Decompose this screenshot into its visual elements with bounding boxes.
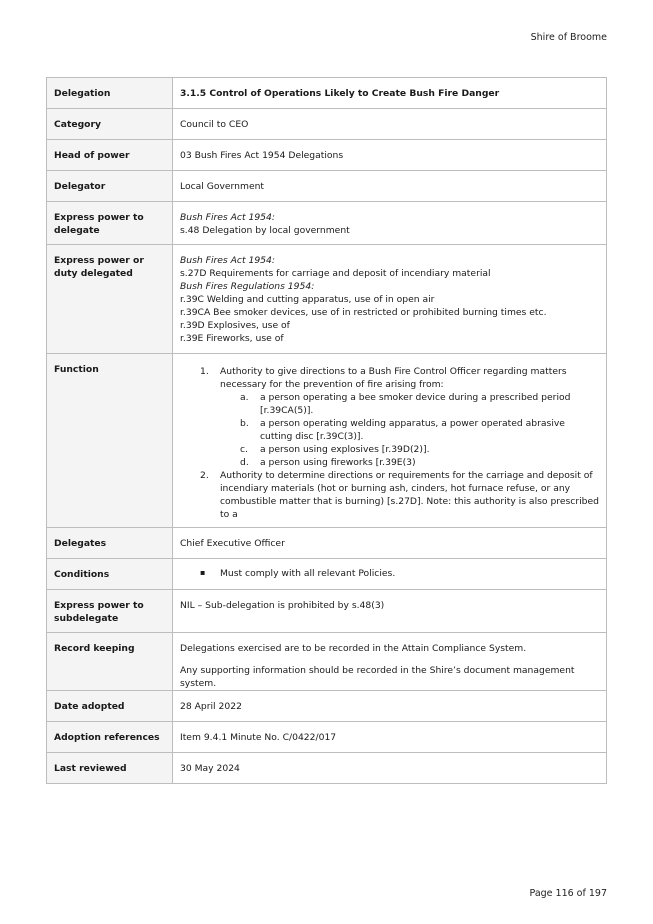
function-item-number: 1. bbox=[200, 366, 209, 377]
label-adoption-ref-text: Adoption references bbox=[54, 731, 160, 743]
header-organisation: Shire of Broome bbox=[530, 32, 607, 43]
duty-line: r.39D Explosives, use of bbox=[180, 320, 290, 331]
function-item bbox=[180, 365, 599, 391]
row-function bbox=[47, 354, 607, 528]
record-keeping-line: Any supporting information should be recorded in the Shire’s document management system. bbox=[180, 665, 575, 689]
function-subitem bbox=[180, 443, 599, 456]
function-subitem bbox=[180, 417, 599, 443]
value-conditions bbox=[173, 559, 607, 590]
label-last-reviewed bbox=[47, 753, 173, 784]
express-delegate-section: s.48 Delegation by local government bbox=[180, 225, 350, 236]
head-of-power-value: 03 Bush Fires Act 1954 Delegations bbox=[180, 149, 344, 161]
function-item-text: Authority to determine directions or requirements for the carriage and deposit of incendiary materials (hot or burning ash, cinders, hot furnace refuse, or any combustible matter that is burning) [s.27D]. Note: this authority is also prescribed to a bbox=[220, 470, 599, 520]
value-delegation bbox=[173, 78, 607, 109]
delegation-table bbox=[46, 77, 607, 784]
value-delegator bbox=[173, 171, 607, 202]
label-function bbox=[47, 354, 173, 528]
label-function-text: Function bbox=[54, 364, 99, 375]
duty-line: r.39C Welding and cutting apparatus, use of in open air bbox=[180, 294, 435, 305]
label-delegator bbox=[47, 171, 173, 202]
value-last-reviewed bbox=[173, 753, 607, 784]
function-subitem-letter: c. bbox=[240, 444, 248, 455]
duty-line: r.39CA Bee smoker devices, use of in restricted or prohibited burning times etc. bbox=[180, 307, 547, 318]
row-last-reviewed bbox=[47, 753, 607, 784]
value-category bbox=[173, 109, 607, 140]
value-delegates bbox=[173, 528, 607, 559]
label-reviewed-text: Last reviewed bbox=[54, 762, 127, 774]
label-head-of-power bbox=[47, 140, 173, 171]
function-subitem-text: a person using fireworks [r.39E(3) bbox=[260, 457, 416, 468]
function-item-text: Authority to give directions to a Bush Fire Control Officer regarding matters necessary for the prevention of fire arising from: bbox=[220, 366, 567, 390]
label-category-text: Category bbox=[54, 118, 101, 130]
label-express-power-or-duty bbox=[47, 245, 173, 354]
row-express-power-to-delegate bbox=[47, 202, 607, 245]
label-express-duty-text: Express power or duty delegated bbox=[54, 255, 144, 279]
label-adopted-text: Date adopted bbox=[54, 700, 125, 712]
duty-act-heading: Bush Fires Act 1954: bbox=[180, 255, 275, 266]
label-delegator-text: Delegator bbox=[54, 180, 106, 192]
function-item bbox=[180, 469, 599, 521]
label-delegates bbox=[47, 528, 173, 559]
value-express-power-to-subdelegate bbox=[173, 590, 607, 633]
label-delegation bbox=[47, 78, 173, 109]
label-conditions bbox=[47, 559, 173, 590]
label-delegation-text: Delegation bbox=[54, 87, 111, 99]
function-subitem-text: a person using explosives [r.39D(2)]. bbox=[260, 444, 430, 455]
row-adoption-references bbox=[47, 722, 607, 753]
label-record-text: Record keeping bbox=[54, 643, 135, 654]
adoption-ref-value: Item 9.4.1 Minute No. C/0422/017 bbox=[180, 731, 337, 743]
express-delegate-act: Bush Fires Act 1954: bbox=[180, 212, 275, 223]
row-delegates bbox=[47, 528, 607, 559]
delegates-value: Chief Executive Officer bbox=[180, 537, 285, 549]
function-subitem-letter: b. bbox=[240, 418, 249, 429]
delegator-value: Local Government bbox=[180, 180, 265, 192]
row-express-power-to-subdelegate bbox=[47, 590, 607, 633]
value-express-power-or-duty bbox=[173, 245, 607, 354]
duty-line: r.39E Fireworks, use of bbox=[180, 333, 284, 344]
label-conditions-text: Conditions bbox=[54, 568, 110, 580]
function-subitem bbox=[180, 456, 599, 469]
value-record-keeping bbox=[173, 633, 607, 691]
row-delegator bbox=[47, 171, 607, 202]
row-head-of-power bbox=[47, 140, 607, 171]
function-subitem-letter: d. bbox=[240, 457, 249, 468]
value-express-power-to-delegate bbox=[173, 202, 607, 245]
label-adoption-references bbox=[47, 722, 173, 753]
row-conditions bbox=[47, 559, 607, 590]
function-subitem-text: a person operating welding apparatus, a power operated abrasive cutting disc [r.39C(3)]. bbox=[260, 418, 565, 442]
duty-line: s.27D Requirements for carriage and deposit of incendiary material bbox=[180, 268, 491, 279]
function-subitem-letter: a. bbox=[240, 392, 249, 403]
label-date-adopted bbox=[47, 691, 173, 722]
label-express-power-to-subdelegate bbox=[47, 590, 173, 633]
label-head-text: Head of power bbox=[54, 149, 130, 161]
row-date-adopted bbox=[47, 691, 607, 722]
row-express-power-or-duty bbox=[47, 245, 607, 354]
label-delegates-text: Delegates bbox=[54, 537, 107, 549]
last-reviewed-value: 30 May 2024 bbox=[180, 762, 240, 774]
label-express-power-to-delegate bbox=[47, 202, 173, 245]
value-function bbox=[173, 354, 607, 528]
conditions-text: Must comply with all relevant Policies. bbox=[220, 568, 396, 579]
value-date-adopted bbox=[173, 691, 607, 722]
date-adopted-value: 28 April 2022 bbox=[180, 700, 242, 712]
row-category bbox=[47, 109, 607, 140]
value-adoption-references bbox=[173, 722, 607, 753]
label-subdelegate-text: Express power to subdelegate bbox=[54, 600, 144, 624]
conditions-bullet-item bbox=[180, 559, 599, 580]
function-subitem bbox=[180, 391, 599, 417]
page-number: Page 116 of 197 bbox=[529, 888, 607, 899]
function-item-number: 2. bbox=[200, 470, 209, 481]
record-keeping-line: Delegations exercised are to be recorded in the Attain Compliance System. bbox=[180, 643, 527, 654]
category-value: Council to CEO bbox=[180, 118, 249, 130]
row-delegation bbox=[47, 78, 607, 109]
delegation-title: 3.1.5 Control of Operations Likely to Create Bush Fire Danger bbox=[180, 87, 500, 99]
subdelegate-value: NIL – Sub-delegation is prohibited by s.48(3) bbox=[180, 600, 385, 611]
function-subitem-text: a person operating a bee smoker device during a prescribed period [r.39CA(5)]. bbox=[260, 392, 571, 416]
label-category bbox=[47, 109, 173, 140]
value-head-of-power bbox=[173, 140, 607, 171]
square-bullet-icon: ▪ bbox=[200, 568, 206, 577]
label-express-delegate-text: Express power to delegate bbox=[54, 212, 144, 236]
duty-regulations-heading: Bush Fires Regulations 1954: bbox=[180, 281, 315, 292]
label-record-keeping bbox=[47, 633, 173, 691]
row-record-keeping bbox=[47, 633, 607, 691]
